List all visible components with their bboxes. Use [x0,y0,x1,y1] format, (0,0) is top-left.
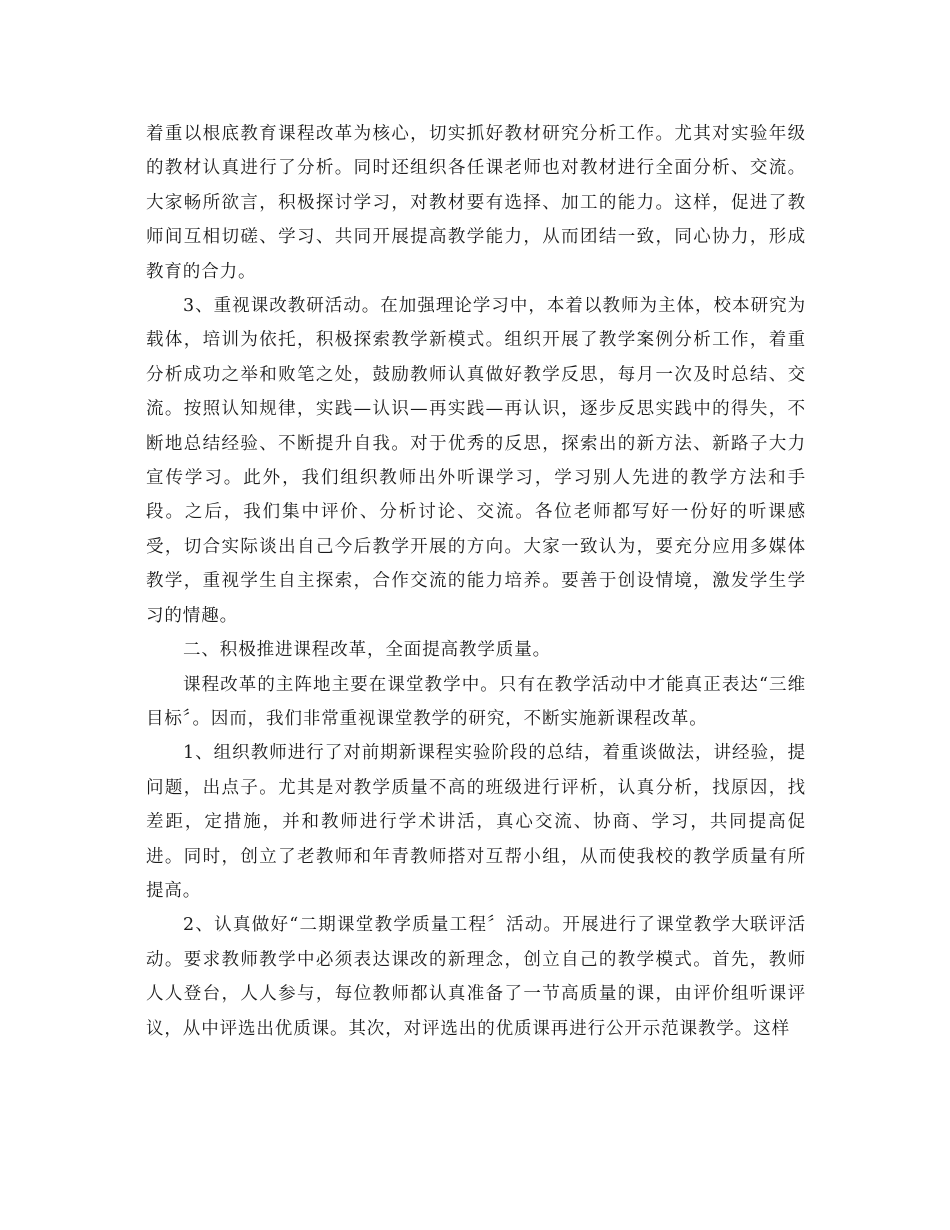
paragraph-1: 着重以根底教育课程改革为核心，切实抓好教材研究分析工作。尤其对实验年级的教材认真进行了分析。同时还组织各任课老师也对教材进行全面分析、交流。大家畅所欲言，积极探讨学习，对教材要有选择、加工的能力。这样，促进了教师间互相切磋、学习、共同开展提高教学能力，从而团结一致，同心协力，形成教育的合力。 [146,124,806,282]
paragraph-2: 3、重视课改教研活动。在加强理论学习中，本着以教师为主体，校本研究为载体，培训为依托，积极探索教学新模式。组织开展了教学案例分析工作，着重分析成功之举和败笔之处，鼓励教师认真做好教学反思，每月一次及时总结、交流。按照认知规律，实践—认识—再实践—再认识，逐步反思实践中的得失，不断地总结经验、不断提升自我。对于优秀的反思，探索出的新方法、新路子大力宣传学习。此外，我们组织教师出外听课学习，学习别人先进的教学方法和手段。之后，我们集中评价、分析讨论、交流。各位老师都写好一份好的听课感受，切合实际谈出自己今后教学开展的方向。大家一致认为，要充分应用多媒体教学，重视学生自主探索，合作交流的能力培养。要善于创设情境，激发学生学习的情趣。 [146,296,806,626]
paragraph-6: 2、认真做好“二期课堂教学质量工程〞活动。开展进行了课堂教学大联评活动。要求教师教学中必须表达课改的新理念，创立自己的教学模式。首先，教师人人登台，人人参与，每位教师都认真准备了一节高质量的课，由评价组听课评议，从中评选出优质课。其次，对评选出的优质课再进行公开示范课教学。这样 [146,915,806,1039]
document-body [146,117,806,1046]
paragraph-5: 1、组织教师进行了对前期新课程实验阶段的总结，着重谈做法，讲经验，提问题，出点子。尤其是对教学质量不高的班级进行评析，认真分析，找原因，找差距，定措施，并和教师进行学术讲活，真心交流、协商、学习，共同提高促进。同时，创立了老教师和年青教师搭对互帮小组，从而使我校的教学质量有所提高。 [146,743,806,901]
section-heading: 二、积极推进课程改革，全面提高教学质量。 [183,640,551,661]
paragraph-4: 课程改革的主阵地主要在课堂教学中。只有在教学活动中才能真正表达“三维目标〞。因而，我们非常重视课堂教学的研究，不断实施新课程改革。 [146,674,806,729]
